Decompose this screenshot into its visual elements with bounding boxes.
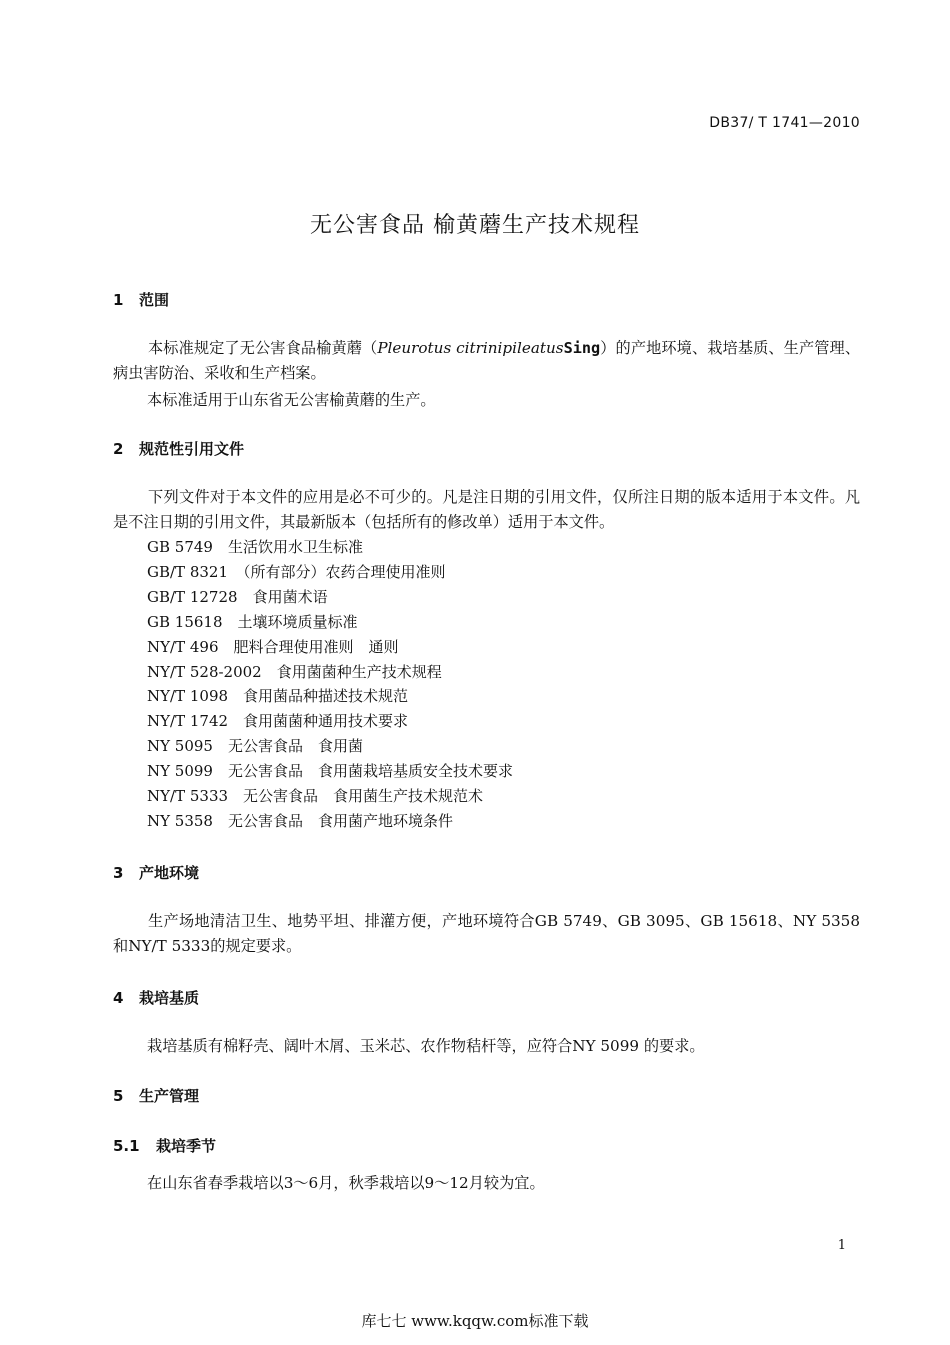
reference-item [147, 636, 399, 657]
section-5-heading [113, 1085, 199, 1106]
reference-code: NY/T 1742 [147, 712, 229, 731]
section-2-heading [113, 438, 244, 459]
section-number: 3 [113, 864, 124, 882]
reference-code: NY/T 528-2002 [147, 662, 262, 681]
section-4-text: 栽培基质有棉籽壳、阔叶木屑、玉米芯、农作物秸杆等，应符合NY 5099 的要求。 [147, 1037, 705, 1055]
section-1-heading [113, 289, 169, 310]
page-number: 1 [837, 1238, 846, 1253]
reference-name: 生活饮用水卫生标准 [227, 538, 363, 556]
reference-name: 食用菌品种描述技术规范 [243, 687, 409, 706]
reference-name: 无公害食品 食用菌产地环境条件 [228, 811, 454, 830]
subsection-number: 5.1 [113, 1137, 140, 1155]
subsection-5-1-heading [113, 1135, 216, 1156]
section-3-heading [113, 862, 199, 883]
reference-item [147, 760, 513, 781]
section-title: 产地环境 [139, 864, 200, 882]
spacer [228, 787, 243, 805]
author-name: Sing [563, 339, 601, 357]
reference-item [147, 685, 408, 706]
reference-name: （所有部分）农药合理使用准则 [243, 562, 446, 581]
section-1-paragraph-2: 本标准适用于山东省无公害榆黄蘑的生产。 [147, 391, 436, 409]
spacer [223, 613, 238, 631]
text-segment: ）的产地环境、栽培基质、生产管理、病虫害防治、采收和生产档案。 [113, 339, 861, 382]
reference-name: 食用菌菌种通用技术要求 [243, 712, 409, 731]
spacer [213, 737, 228, 755]
subsection-title: 栽培季节 [156, 1137, 217, 1155]
section-number: 2 [113, 440, 124, 458]
reference-name: 土壤环境质量标准 [237, 612, 358, 631]
section-3-text: 生产场地清洁卫生、地势平坦、排灌方便，产地环境符合GB 5749、GB 3095、GB 15618、NY 5358和NY/T 5333的规定要求。 [113, 912, 860, 955]
section-number: 1 [113, 291, 124, 309]
section-title: 栽培基质 [139, 989, 200, 1007]
reference-code: NY 5095 [147, 737, 213, 756]
reference-item [147, 611, 358, 632]
section-title: 规范性引用文件 [139, 440, 245, 458]
reference-name: 无公害食品 食用菌生产技术规范术 [243, 787, 484, 805]
reference-code: NY/T 1098 [147, 687, 229, 706]
spacer [218, 638, 233, 656]
reference-item [147, 785, 483, 806]
reference-item [147, 710, 408, 731]
text-segment: 本标准规定了无公害食品榆黄蘑（ [148, 339, 378, 357]
section-4-heading [113, 987, 199, 1008]
document-title: 无公害食品 榆黄蘑生产技术规程 [310, 213, 640, 238]
reference-code: GB 5749 [147, 538, 213, 556]
footer-watermark: 库七七 www.kqqw.com标准下载 [361, 1312, 589, 1330]
reference-code: NY 5099 [147, 762, 213, 781]
latin-name: Pleurotus citrinipileatus [377, 339, 564, 357]
section-number: 5 [113, 1087, 124, 1105]
reference-name: 食用菌菌种生产技术规程 [276, 662, 442, 681]
reference-item [147, 586, 328, 607]
section-2-intro: 下列文件对于本文件的应用是必不可少的。凡是注日期的引用文件，仅所注日期的版本适用于本文件。凡是不注日期的引用文件，其最新版本（包括所有的修改单）适用于本文件。 [113, 488, 860, 531]
reference-name: 食用菌术语 [252, 587, 328, 606]
reference-code: NY/T 496 [147, 637, 219, 656]
spacer [213, 812, 228, 830]
section-title: 生产管理 [139, 1087, 200, 1105]
reference-item [147, 536, 363, 557]
reference-code: GB/T 8321 [147, 562, 229, 581]
spacer [228, 563, 243, 581]
section-title: 范围 [139, 291, 170, 309]
standard-code: DB37/ T 1741—2010 [709, 115, 860, 131]
spacer [238, 588, 253, 606]
spacer [213, 762, 228, 780]
section-number: 4 [113, 989, 124, 1007]
spacer [213, 538, 228, 556]
spacer [228, 687, 243, 705]
reference-code: NY/T 5333 [147, 787, 229, 805]
subsection-5-1-text: 在山东省春季栽培以3～6月，秋季栽培以9～12月较为宜。 [147, 1174, 545, 1192]
reference-item [147, 810, 453, 831]
spacer [228, 712, 243, 730]
reference-item [147, 561, 446, 582]
reference-item [147, 661, 442, 682]
reference-item [147, 735, 363, 756]
section-1-paragraph-1 [113, 336, 860, 386]
reference-name: 无公害食品 食用菌栽培基质安全技术要求 [228, 762, 514, 781]
reference-name: 肥料合理使用准则 通则 [233, 637, 399, 656]
reference-code: GB 15618 [147, 612, 223, 631]
reference-name: 无公害食品 食用菌 [228, 737, 364, 756]
spacer [262, 663, 277, 681]
reference-code: NY 5358 [147, 811, 213, 830]
reference-code: GB/T 12728 [147, 587, 238, 606]
